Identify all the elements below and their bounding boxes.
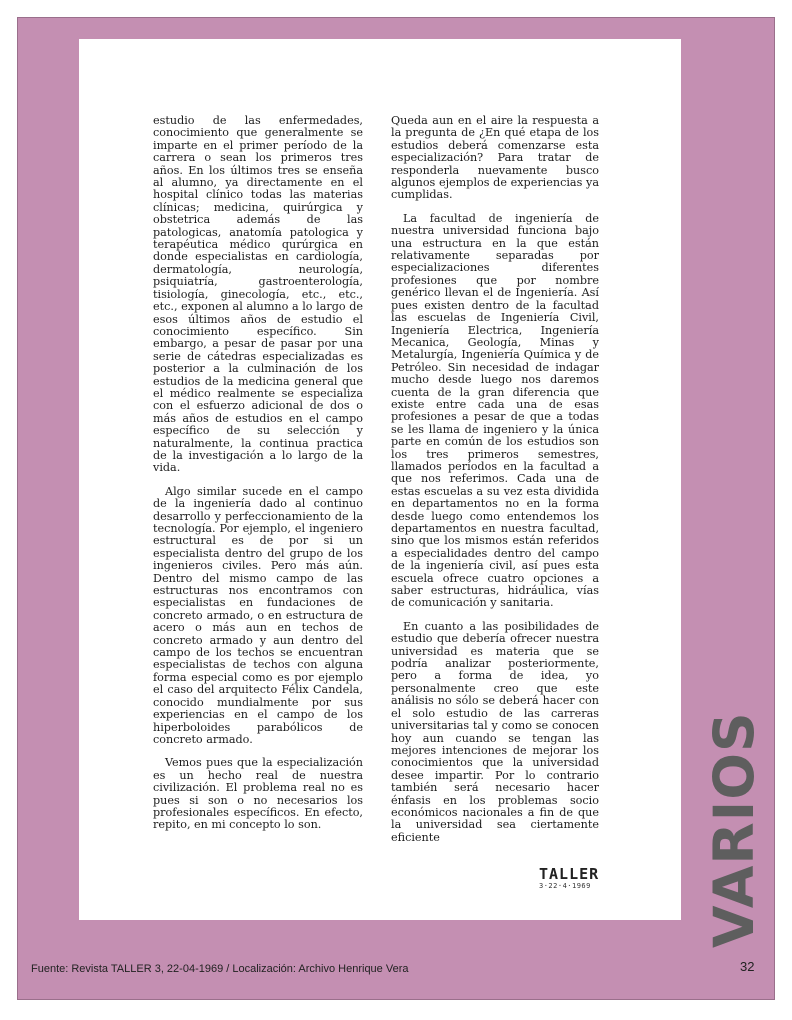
scanned-page bbox=[79, 39, 681, 920]
taller-logo bbox=[539, 865, 600, 895]
paragraph: estudio de las enfermedades, conocimiento que generalmente se imparte en el primer período de la carrera o sean los primeros tres años. En los últimos tres se enseña al alumno, ya directamente en el hospital clínico todas las materias clínicas; medicina, quirúrgica y obstetrica además de las patologicas, anatomía patologica y terapéutica médico qurúrgica en donde especialistas en cardiología, dermatología, neurología, psiquiatría, gastroenterología, tisiología, ginecología, etc., etc., etc., exponen al alumno a lo largo de esos últimos años de estudio el conocimiento específico. Sin embargo, a pesar de pasar por una serie de cátedras especializadas es posterior a la culminación de los estudios de la medicina general que el médico realmente se especializa con el esfuerzo adicional de dos o más años de estudios en el campo específico de su selección y naturalmente, la continua practica de la investigación a lo largo de la vida. bbox=[153, 114, 363, 475]
paragraph: Algo similar sucede en el campo de la ingeniería dado al continuo desarrollo y perfeccionamiento de la tecnología. Por ejemplo, el ingeniero estructural es de por si un especialista dentro del grupo de los ingenieros civiles. Pero más aún. Dentro del mismo campo de las estructuras nos encontramos con especialistas en fundaciones de concreto armado, o en estructura de acero o más aun en techos de concreto armado y aun dentro del campo de los techos se encuentran especialistas de techos con alguna forma especial como es por ejemplo el caso del arquitecto Félix Candela, conocido mundialmente por sus experiencias en el campo de los hiperboloides parabólicos de concreto armado. bbox=[153, 484, 363, 746]
logo-title: TALLER bbox=[539, 865, 600, 883]
paragraph: Vemos pues que la especialización es un hecho real de nuestra civilización. El problema real no es pues si son o no necesarios los profesionales específicos. En efecto, repito, en mi concepto lo son. bbox=[153, 756, 363, 832]
article-column-left bbox=[153, 115, 363, 843]
logo-subtitle: 3·22·4·1969 bbox=[539, 882, 591, 890]
paragraph: En cuanto a las posibilidades de estudio que debería ofrecer nuestra universidad es materia que se podría analizar posteriormente, pero a forma de idea, yo personalmente creo que este análisis no sólo se deberá hacer con el solo estudio de las carreras universitarias tal y como se conocen hoy aun cuando se tengan las mejores intenciones de mejorar los conocimientos que la universidad desee impartir. Por lo contrario también será necesario hacer énfasis en los problemas socio económicos nacionales a fin de que la universidad sea ciertamente eficiente bbox=[391, 619, 599, 844]
section-label-text: VARIOS bbox=[702, 711, 766, 948]
paragraph: La facultad de ingeniería de nuestra universidad funciona bajo una estructura en la que están relativamente separadas por especializaciones diferentes profesiones que por nombre genérico llevan el de Ingeniería. Así pues existen dentro de la facultad las escuelas de Ingeniería Civil, Ingeniería Electrica, Ingeniería Mecanica, Geología, Minas y Metalurgía, Ingeniería Química y de Petróleo. Sin necesidad de indagar mucho desde luego nos daremos cuenta de la gran diferencia que existe entre cada una de esas profesiones a pesar de que a todas se les llama de ingeniero y la única parte en común de los estudios son los tres primeros semestres, llamados períodos en la facultad a que nos referimos. Cada una de estas escuelas a su vez esta dividida en departamentos no en la forma desde luego como entendemos los departamentos en nuestra facultad, sino que los mismos están referidos a especialidades dentro del campo de la ingeniería civil, así pues esta escuela ofrece cuatro opciones a saber estructuras, hidráulica, vías de comunicación y sanitaria. bbox=[391, 211, 599, 610]
article-column-right bbox=[391, 115, 599, 855]
paragraph: Queda aun en el aire la respuesta a la pregunta de ¿En qué etapa de los estudios deberá comenzarse esta especialización? Para tratar de responderla nuevamente busco algunos ejemplos de experiencias ya cumplidas. bbox=[391, 114, 599, 202]
section-label bbox=[702, 711, 766, 948]
source-caption: Fuente: Revista TALLER 3, 22-04-1969 / Localización: Archivo Henrique Vera bbox=[31, 963, 409, 975]
page-number: 32 bbox=[740, 959, 755, 974]
